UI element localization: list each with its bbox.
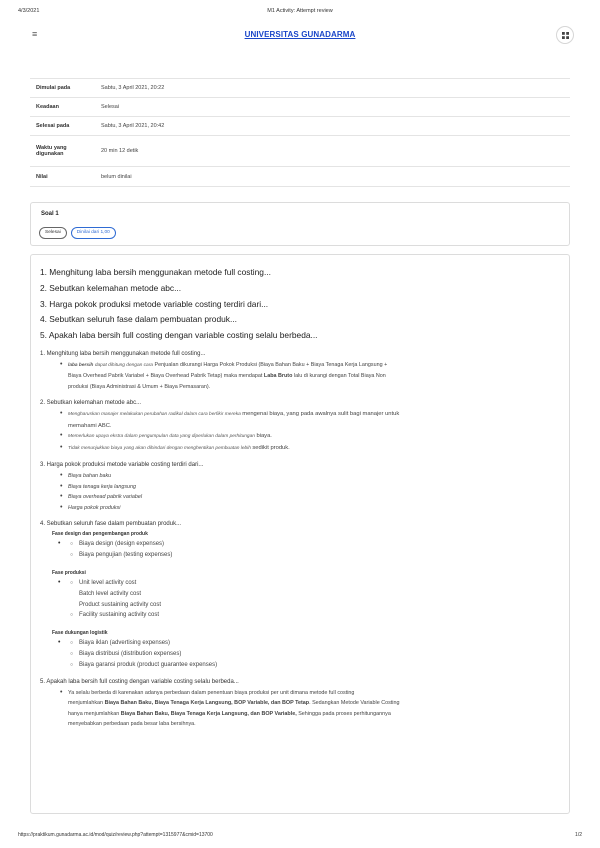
navbar xyxy=(26,26,574,44)
list-item: Batch level activity cost xyxy=(79,590,142,597)
phase-produksi xyxy=(52,569,560,621)
phase-design xyxy=(52,530,560,561)
list-item: ○ Biaya iklan (advertising expenses) xyxy=(70,638,217,649)
answer-5-line1: Ya selalu berbeda di karenakan adanya perbedaan dalam penentuan biaya produksi per unit dimana metode full costing xyxy=(68,689,355,696)
answer-5-text xyxy=(60,688,560,730)
list-item: ○ Biaya distribusi (distribution expenses) xyxy=(70,649,217,660)
hamburger-icon[interactable]: ≡ xyxy=(32,29,38,39)
answer-1-intro: dapat dihitung dengan cara xyxy=(94,362,153,368)
list-item: ○ Biaya pengujian (testing expenses) xyxy=(70,550,172,561)
bullet: • xyxy=(58,579,61,587)
question-line: 3. Harga pokok produksi metode variable costing terdiri dari... xyxy=(40,298,269,309)
answer-5-line2c: . Sedangkan Metode Variable Costing xyxy=(309,700,400,707)
question-list xyxy=(40,265,560,344)
answer-5-line3c: Sehingga pada proses perhitungannya xyxy=(298,710,391,717)
summary-row xyxy=(30,136,570,167)
phase-title: Fase design dan pengembangan produk xyxy=(52,531,148,538)
list-item: Product sustaining activity cost xyxy=(79,601,162,608)
item-normal: biaya. xyxy=(256,433,272,440)
question-line: 1. Menghitung laba bersih menggunakan metode full costing... xyxy=(40,267,271,277)
answer-1-title: 1. Menghitung laba bersih menggunakan metode full costing... xyxy=(40,350,206,357)
item-cont: memahami ABC. xyxy=(68,422,112,429)
answer-4 xyxy=(40,519,560,670)
item-small: Mengharuskan manajer melakukan perubahan radikal dalam cara berfikir mereka xyxy=(68,412,241,418)
answer-5 xyxy=(40,677,560,730)
status-badge: Selesai xyxy=(39,227,67,239)
answer-4-title: 4. Sebutkan seluruh fase dalam pembuatan produk... xyxy=(40,521,182,528)
list-item: ○ Unit level activity cost xyxy=(70,578,161,589)
summary-row xyxy=(30,167,570,187)
page-number: 1/2 xyxy=(575,832,582,838)
question-info xyxy=(30,202,570,246)
phase-title: Fase produksi xyxy=(52,570,86,577)
attempt-summary xyxy=(30,78,570,187)
summary-label: Selesai pada xyxy=(30,117,95,136)
summary-value: belum dinilai xyxy=(95,167,570,187)
question-line: 5. Apakah laba bersih full costing dengan variable costing selalu berbeda... xyxy=(40,330,318,341)
answer-5-line3b: Biaya Bahan Baku, Biaya Tenaga Kerja Langsung, dan BOP Variable, xyxy=(120,710,297,717)
page-url: https://praktikum.gunadarma.ac.id/mod/quiz/review.php?attempt=1315977&cmid=13700 xyxy=(18,832,213,838)
site-title-link[interactable]: UNIVERSITAS GUNADARMA xyxy=(244,30,356,39)
answer-2 xyxy=(40,398,560,454)
answer-content xyxy=(30,254,570,814)
item-normal: mengenai biaya, yang pada awalnya sulit bagi manajer untuk xyxy=(242,411,400,418)
summary-value: 20 min 12 detik xyxy=(95,136,570,167)
question-line: 4. Sebutkan seluruh fase dalam pembuatan produk... xyxy=(40,314,237,325)
item-normal: sedikit produk. xyxy=(252,444,290,451)
phase-title: Fase dukungan logistik xyxy=(52,630,108,637)
answer-5-line4: menyebabkan perbedaan pada besar laba bersihnya. xyxy=(68,721,196,728)
print-date: 4/3/2021 xyxy=(18,8,40,14)
list-item: ○ Biaya design (design expenses) xyxy=(70,539,172,550)
answer-5-title: 5. Apakah laba bersih full costing dengan variable costing selalu berbeda... xyxy=(40,678,239,685)
summary-label: Waktu yang digunakan xyxy=(30,136,95,167)
answer-3-title: 3. Harga pokok produksi metode variable costing terdiri dari... xyxy=(40,462,204,469)
list-item xyxy=(60,431,560,443)
item-small: Tidak menunjukkan biaya yang akan dihindari dengan menghentikan pembuatan lebih xyxy=(68,445,251,451)
summary-row xyxy=(30,79,570,98)
question-number: Soal 1 xyxy=(41,211,59,217)
summary-value: Sabtu, 3 April 2021, 20:42 xyxy=(95,117,570,136)
answer-1-bold: Laba Bruto xyxy=(263,373,293,380)
answer-1 xyxy=(40,349,560,393)
question-line: 2. Sebutkan kelemahan metode abc... xyxy=(40,282,182,293)
list-item: • Biaya tenaga kerja langsung xyxy=(60,482,560,493)
marks-badge: Dinilai dari 1,00 xyxy=(71,227,116,239)
bullet: • xyxy=(58,540,61,548)
print-title: M1 Activity: Attempt review xyxy=(267,8,333,14)
answer-1-text-d: produksi (Biaya Administrasi & Umum + Biaya Pemasaran). xyxy=(68,383,211,390)
summary-label: Nilai xyxy=(30,167,95,187)
answer-2-title: 2. Sebutkan kelemahan metode abc... xyxy=(40,400,142,407)
summary-value: Selesai xyxy=(95,98,570,117)
answer-1-text-a: Penjualan dikurangi Harga Pokok Produksi (Biaya Bahan Baku + Biaya Tenaga Kerja Langsung + xyxy=(154,361,388,368)
answer-1-text-b: Biaya Overhead Pabrik Variabel + Biaya Overhead Pabrik Tetap) maka mendapat xyxy=(68,373,263,380)
list-item: • Harga pokok produksi xyxy=(60,503,560,514)
print-footer xyxy=(18,832,582,838)
list-item xyxy=(60,443,560,455)
answer-3 xyxy=(40,460,560,513)
list-item: • Biaya overhead pabrik variabel xyxy=(60,492,560,503)
list-item: ○ Biaya garansi produk (product guarantee expenses) xyxy=(70,660,217,671)
summary-row xyxy=(30,117,570,136)
list-item: ○ Facility sustaining activity cost xyxy=(70,610,161,621)
item-small: Memerlukan upaya ekstra dalam pengumpulan data yang diperlukan dalam perhitungan xyxy=(68,434,255,440)
answer-1-text-c: lalu di kurangi dengan Total Biaya Non xyxy=(293,373,386,380)
grid-menu-button[interactable] xyxy=(556,26,574,44)
bullet: • xyxy=(58,639,61,647)
summary-value: Sabtu, 3 April 2021, 20:22 xyxy=(95,79,570,98)
print-header xyxy=(18,8,582,14)
summary-label: Dimulai pada xyxy=(30,79,95,98)
list-item xyxy=(60,409,560,431)
summary-label: Keadaan xyxy=(30,98,95,117)
list-item: • Biaya bahan baku xyxy=(60,471,560,482)
answer-5-line3a: hanya menjumlahkan xyxy=(68,710,120,717)
summary-row xyxy=(30,98,570,117)
answer-5-line2b: Biaya Bahan Baku, Biaya Tenaga Kerja Langsung, BOP Variable, dan BOP Tetap xyxy=(104,700,310,707)
answer-1-term: laba bersih xyxy=(68,362,94,368)
answer-1-text xyxy=(60,360,560,393)
answer-5-line2a: menjumlahkan xyxy=(68,700,104,707)
grid-icon xyxy=(562,32,569,39)
phase-logistik xyxy=(52,629,560,670)
